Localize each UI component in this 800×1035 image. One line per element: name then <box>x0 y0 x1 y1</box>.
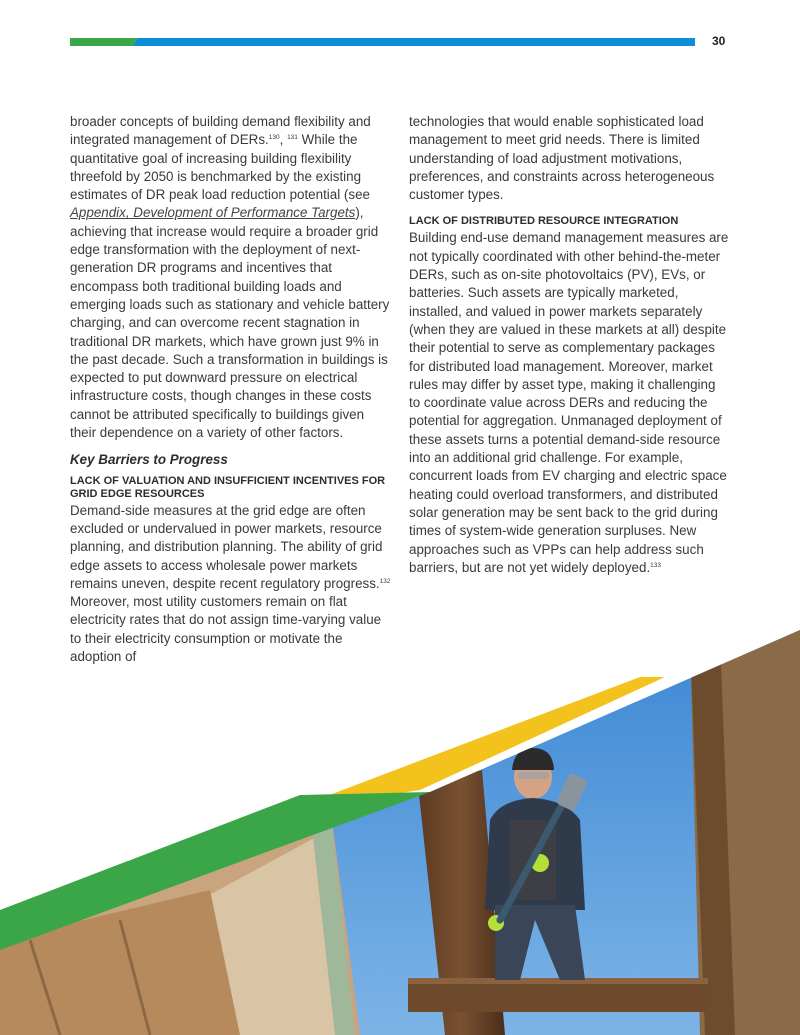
page-number: 30 <box>712 34 726 48</box>
barrier1-heading: LACK OF VALUATION AND INSUFFICIENT INCENTIVES FOR GRID EDGE RESOURCES <box>70 474 386 500</box>
left-column <box>70 113 392 666</box>
construction-worker-photo <box>0 620 800 1035</box>
header-bar-green-segment <box>70 38 138 46</box>
key-barriers-heading: Key Barriers to Progress <box>70 452 228 468</box>
footnote-ref[interactable]: 131 <box>287 134 298 142</box>
footnote-ref[interactable]: 132 <box>379 577 391 585</box>
barrier1-paragraph: Demand-side measures at the grid edge are often excluded or undervalued in power markets, resource planning, and distribution planning. The ability of grid edge assets to access wholesale power markets remains uneven, despite recent regulatory progress.$^{132}$ Moreover, most utility customers remain on flat electricity rates that do not assign time-varying value to their electricity consumption or motivate the adoption of <box>70 502 391 665</box>
header-color-bar <box>70 38 695 46</box>
barrier2-heading: LACK OF DISTRIBUTED RESOURCE INTEGRATION <box>409 215 679 228</box>
footnote-ref[interactable]: 133 <box>650 561 662 569</box>
footnote-ref[interactable]: 130 <box>268 134 280 142</box>
header-bar-blue-segment <box>132 38 695 46</box>
continuation-paragraph: technologies that would enable sophisticated load management to meet grid needs. There is limited understanding of load adjustment motivations, preferences, and constraints across heterogeneous customer types. <box>409 114 715 203</box>
barrier2-paragraph: Building end-use demand management measures are not typically coordinated with other behind-the-meter DERs, such as on-site photovoltaics (PV), EVs, or batteries. Such assets are typically marketed, installed, and valued in power markets separately (when they are valued in these markets at all) despite their potential to serve as complementary packages for distributed load management. Moreover, market rules may differ by asset type, making it challenging to coordinate value across DERs and reducing the potential for aggregation. Unmanaged deployment of these assets turns a potential demand-side resource into an additional grid challenge. For example, concurrent loads from EV charging and electric space heating could overload transformers, and distributed solar generation may be sent back to the grid during times of system-wide generation surpluses. New approaches such as VPPs can help address such barriers, but are not yet widely deployed.$^{133}$ <box>409 230 729 575</box>
right-column <box>409 113 729 577</box>
intro-paragraph: broader concepts of building demand flexibility and integrated management of DERs.$^{130}$, $^{131}$ While the quantitative goal of increasing building flexibility threefold by 2050 is benchmarked by the existing estimates of DR peak load reduction potential (see Appendix, Development of Performance Targets), achieving that increase would require a broader grid edge transformation with the deployment of next-generation DR programs and incentives that encompass both traditional building loads and emerging loads such as stationary and vehicle battery charging, and can overcome recent stagnation in traditional DR markets, which have grown just 9% in the past decade. Such a transformation in buildings is expected to put downward pressure on electrical infrastructure costs, though changes in these costs cannot be attributed specifically to buildings given their dependence on a variety of other factors. <box>70 114 390 441</box>
appendix-link[interactable]: Appendix, Development of Performance Targets <box>70 205 356 221</box>
